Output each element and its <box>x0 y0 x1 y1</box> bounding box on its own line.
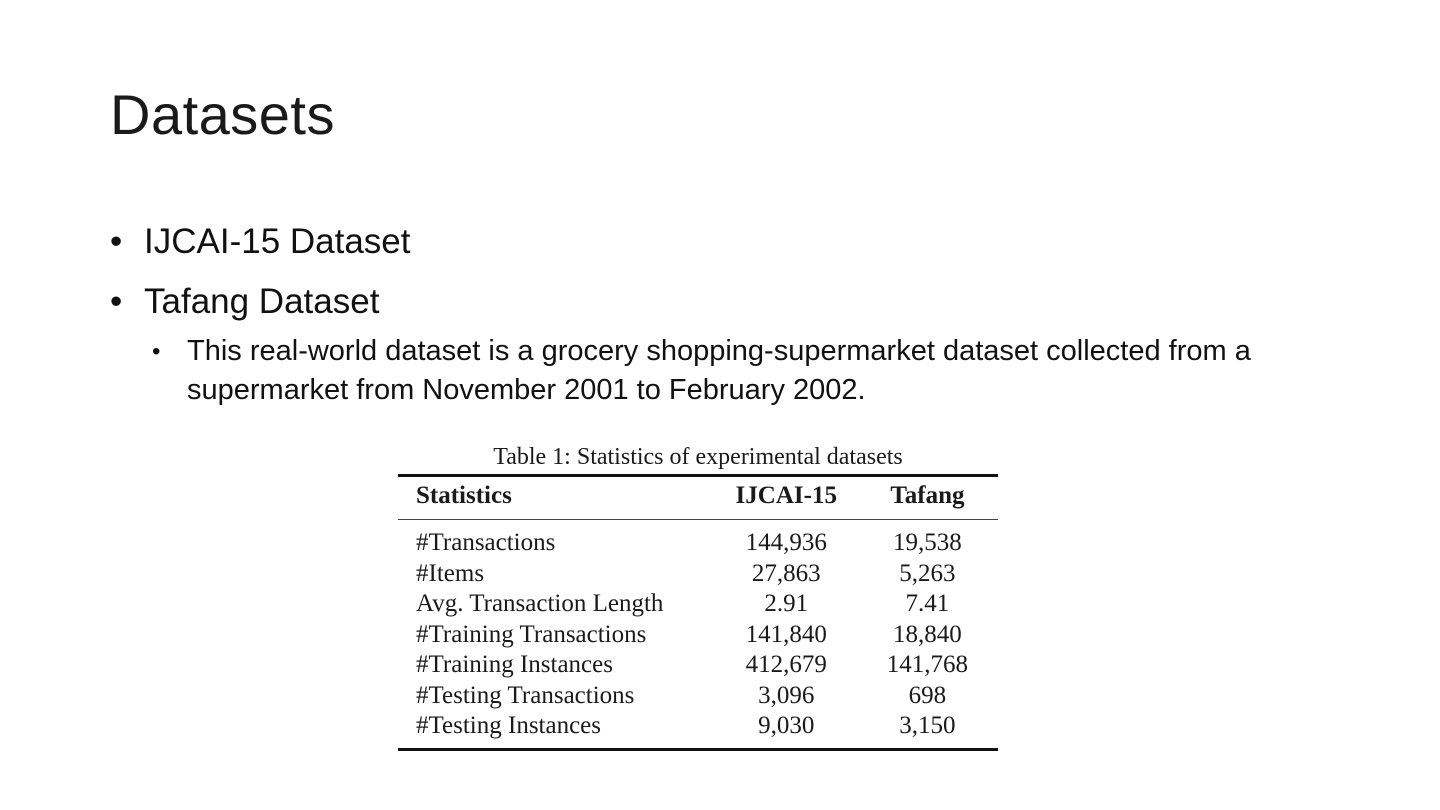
ijcai-value: 3,096 <box>758 681 815 709</box>
tafang-value: 141,768 <box>886 651 969 678</box>
tafang-value: 18,840 <box>893 620 962 648</box>
slide-title: Datasets <box>110 83 335 146</box>
ijcai-value: 9,030 <box>716 711 857 749</box>
table-caption: Table 1: Statistics of experimental datasets <box>493 444 903 470</box>
ijcai-value: 144,936 <box>745 529 827 556</box>
bullet-tafang-label: Tafang Dataset <box>144 282 380 321</box>
ijcai-value: 141,840 <box>745 620 827 648</box>
table-row <box>398 681 998 712</box>
tafang-value: 7.41 <box>905 590 950 617</box>
ijcai-value: 2.91 <box>764 590 809 617</box>
tafang-value: 19,538 <box>893 529 962 556</box>
tafang-value: 698 <box>908 681 947 709</box>
tafang-value: 3,150 <box>857 711 998 749</box>
tafang-value: 5,263 <box>899 559 956 587</box>
bullet-tafang <box>110 280 1330 323</box>
row-label: Avg. Transaction Length <box>416 590 664 617</box>
table-row <box>398 559 998 590</box>
row-label: #Training Instances <box>416 651 613 678</box>
header-statistics: Statistics <box>398 476 716 520</box>
statistics-table <box>398 474 998 751</box>
sub-bullet-tafang-description: • This real-world dataset is a grocery shopping-supermarket dataset collected from a supermarket from November 2001 to February 2002. <box>152 332 1330 410</box>
bullet-ijcai: • IJCAI-15 Dataset <box>110 220 1330 263</box>
ijcai-value: 412,679 <box>745 651 827 678</box>
row-label: #Testing Transactions <box>416 681 635 709</box>
statistics-table-figure <box>398 442 998 751</box>
header-ijcai: IJCAI-15 <box>716 476 857 520</box>
table-row <box>398 589 998 620</box>
bullet-list <box>110 220 1330 410</box>
table-row <box>398 711 998 749</box>
table-row <box>398 620 998 651</box>
ijcai-value: 27,863 <box>751 559 821 587</box>
table-row <box>398 650 998 681</box>
row-label: #Items <box>416 559 485 587</box>
table-row <box>398 520 998 559</box>
header-tafang: Tafang <box>857 476 998 520</box>
row-label: #Training Transactions <box>416 620 647 648</box>
table-header-row <box>398 476 998 520</box>
row-label: #Testing Instances <box>398 711 716 749</box>
row-label: #Transactions <box>416 529 556 556</box>
